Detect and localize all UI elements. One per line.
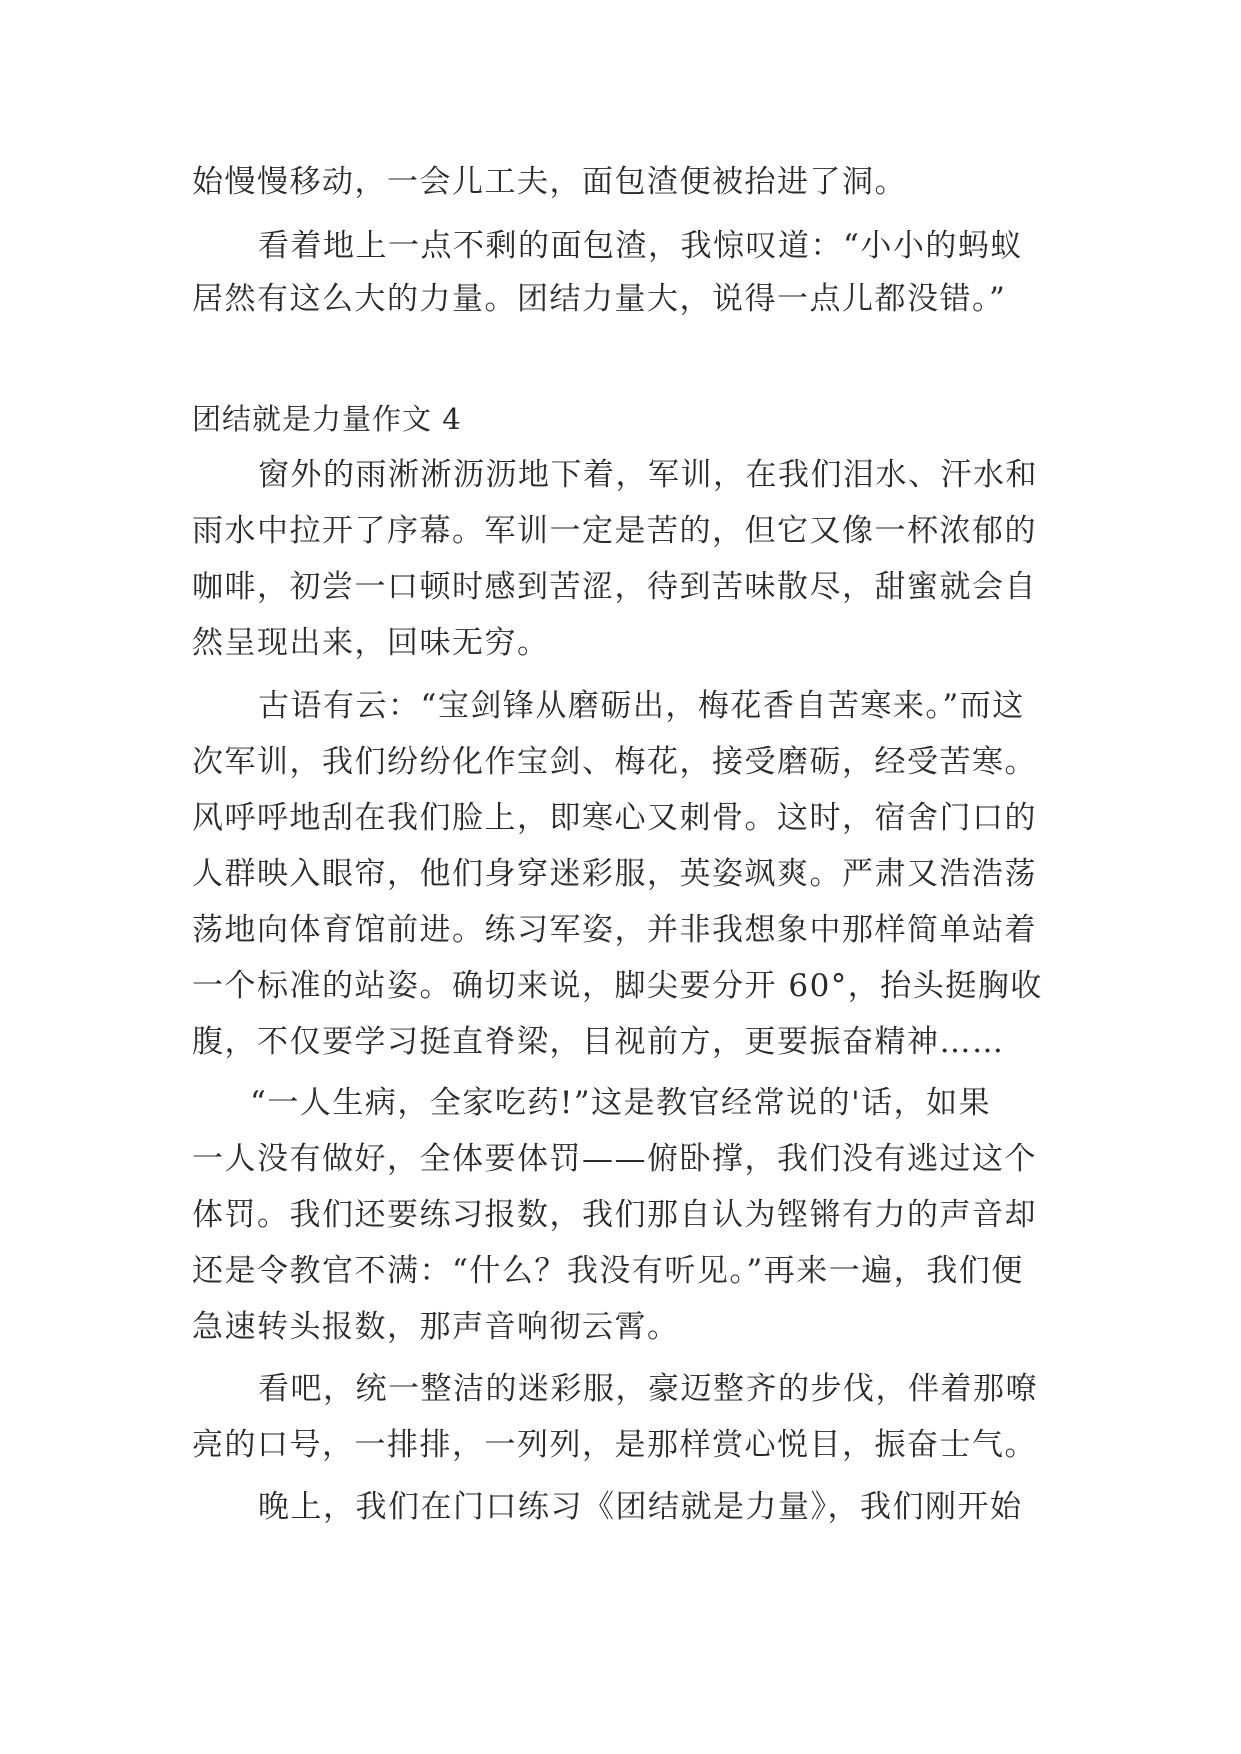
text-line: “一人生病，全家吃药!”这是教官经常说的'话，如果	[250, 1085, 992, 1121]
text-line: 人群映入眼帘，他们身穿迷彩服，英姿飒爽。严肃又浩浩荡	[192, 856, 1037, 892]
section-title: 团结就是力量作文 4	[192, 402, 462, 436]
text-line: 始慢慢移动，一会儿工夫，面包渣便被抬进了洞。	[192, 164, 907, 200]
text-line: 居然有这么大的力量。团结力量大，说得一点儿都没错。”	[192, 281, 1007, 317]
text-line: 急速转头报数，那声音响彻云霄。	[192, 1309, 680, 1345]
text-line: 次军训，我们纷纷化作宝剑、梅花，接受磨砺，经受苦寒。	[192, 744, 1037, 780]
text-line: 荡地向体育馆前进。练习军姿，并非我想象中那样简单站着	[192, 912, 1037, 948]
text-line: 晚上，我们在门口练习《团结就是力量》，我们刚开始	[258, 1489, 1023, 1525]
text-line: 风呼呼地刮在我们脸上，即寒心又刺骨。这时，宿舍门口的	[192, 800, 1037, 836]
text-line: 一个标准的站姿。确切来说，脚尖要分开 60°，抬头挺胸收	[192, 968, 1043, 1004]
text-line: 体罚。我们还要练习报数，我们那自认为铿锵有力的声音却	[192, 1197, 1037, 1233]
text-line: 窗外的雨淅淅沥沥地下着，军训，在我们泪水、汗水和	[258, 457, 1038, 493]
text-line: 然呈现出来，回味无穷。	[192, 625, 550, 661]
text-line: 咖啡，初尝一口顿时感到苦涩，待到苦味散尽，甜蜜就会自	[192, 569, 1037, 605]
text-line: 看吧，统一整洁的迷彩服，豪迈整齐的步伐，伴着那嘹	[258, 1371, 1038, 1407]
text-line: 腹，不仅要学习挺直脊梁，目视前方，更要振奋精神……	[192, 1024, 1005, 1060]
text-line: 还是令教官不满：“什么？我没有听见。”再来一遍，我们便	[192, 1253, 1024, 1289]
text-line: 古语有云：“宝剑锋从磨砺出，梅花香自苦寒来。”而这	[258, 688, 1025, 724]
text-line: 一人没有做好，全体要体罚——俯卧撑，我们没有逃过这个	[192, 1141, 1037, 1177]
text-line: 亮的口号，一排排，一列列，是那样赏心悦目，振奋士气。	[192, 1427, 1037, 1463]
text-line: 看着地上一点不剩的面包渣，我惊叹道：“小小的蚂蚁	[258, 228, 1023, 264]
text-line: 雨水中拉开了序幕。军训一定是苦的，但它又像一杯浓郁的	[192, 513, 1037, 549]
